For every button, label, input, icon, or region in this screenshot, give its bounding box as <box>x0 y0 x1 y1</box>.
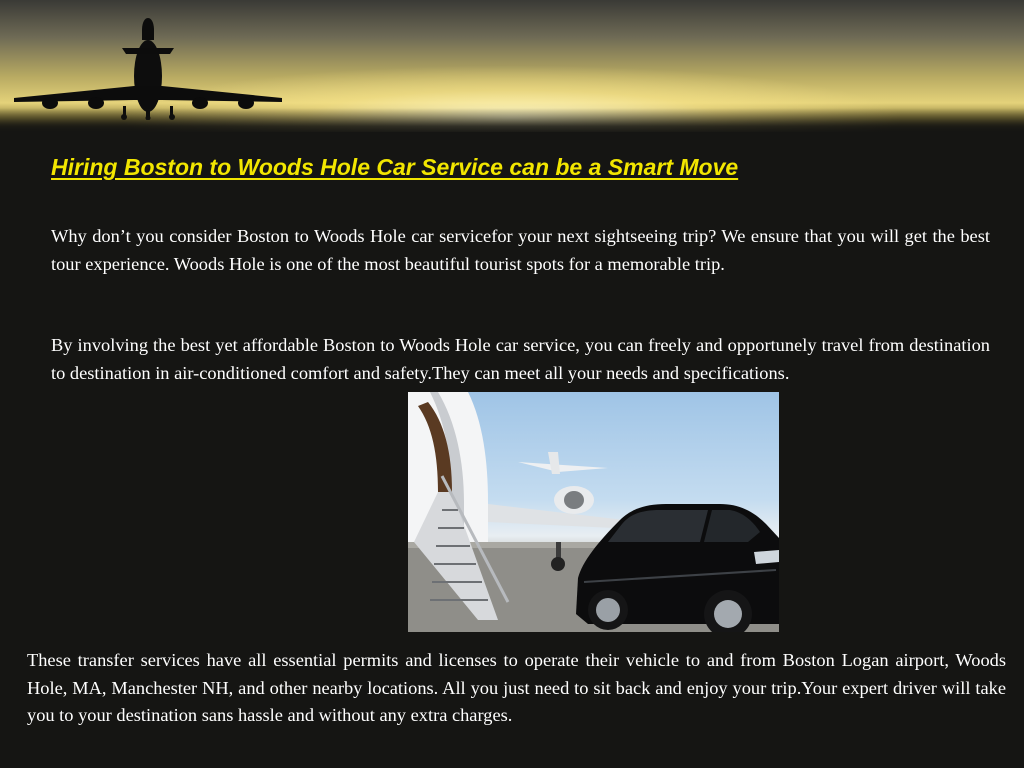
banner-fade <box>0 108 1024 132</box>
paragraph-intro: Why don’t you consider Boston to Woods Hole car servicefor your next sightseeing trip? We ensure that you will get the best tour experience. Woods Hole is one of the most beautiful tourist spots for a memorable trip. <box>51 226 990 274</box>
paragraph-service: By involving the best yet affordable Boston to Woods Hole car service, you can freely and opportunely travel from destination to destination in air-conditioned comfort and safety.They can meet all your needs and specifications. <box>51 335 990 383</box>
header-banner <box>0 0 1024 132</box>
page-title: Hiring Boston to Woods Hole Car Service can be a Smart Move <box>51 154 739 180</box>
jet-and-sedan-photo <box>408 392 779 632</box>
airplane-icon <box>10 18 286 120</box>
paragraph-permits: These transfer services have all essential permits and licenses to operate their vehicle to and from Boston Logan airport, Woods Hole, MA, Manchester NH, and other nearby locations. All you just need to sit back and enjoy your trip.Your expert driver will take you to your destination sans hassle and without any extra charges. <box>27 650 1006 725</box>
